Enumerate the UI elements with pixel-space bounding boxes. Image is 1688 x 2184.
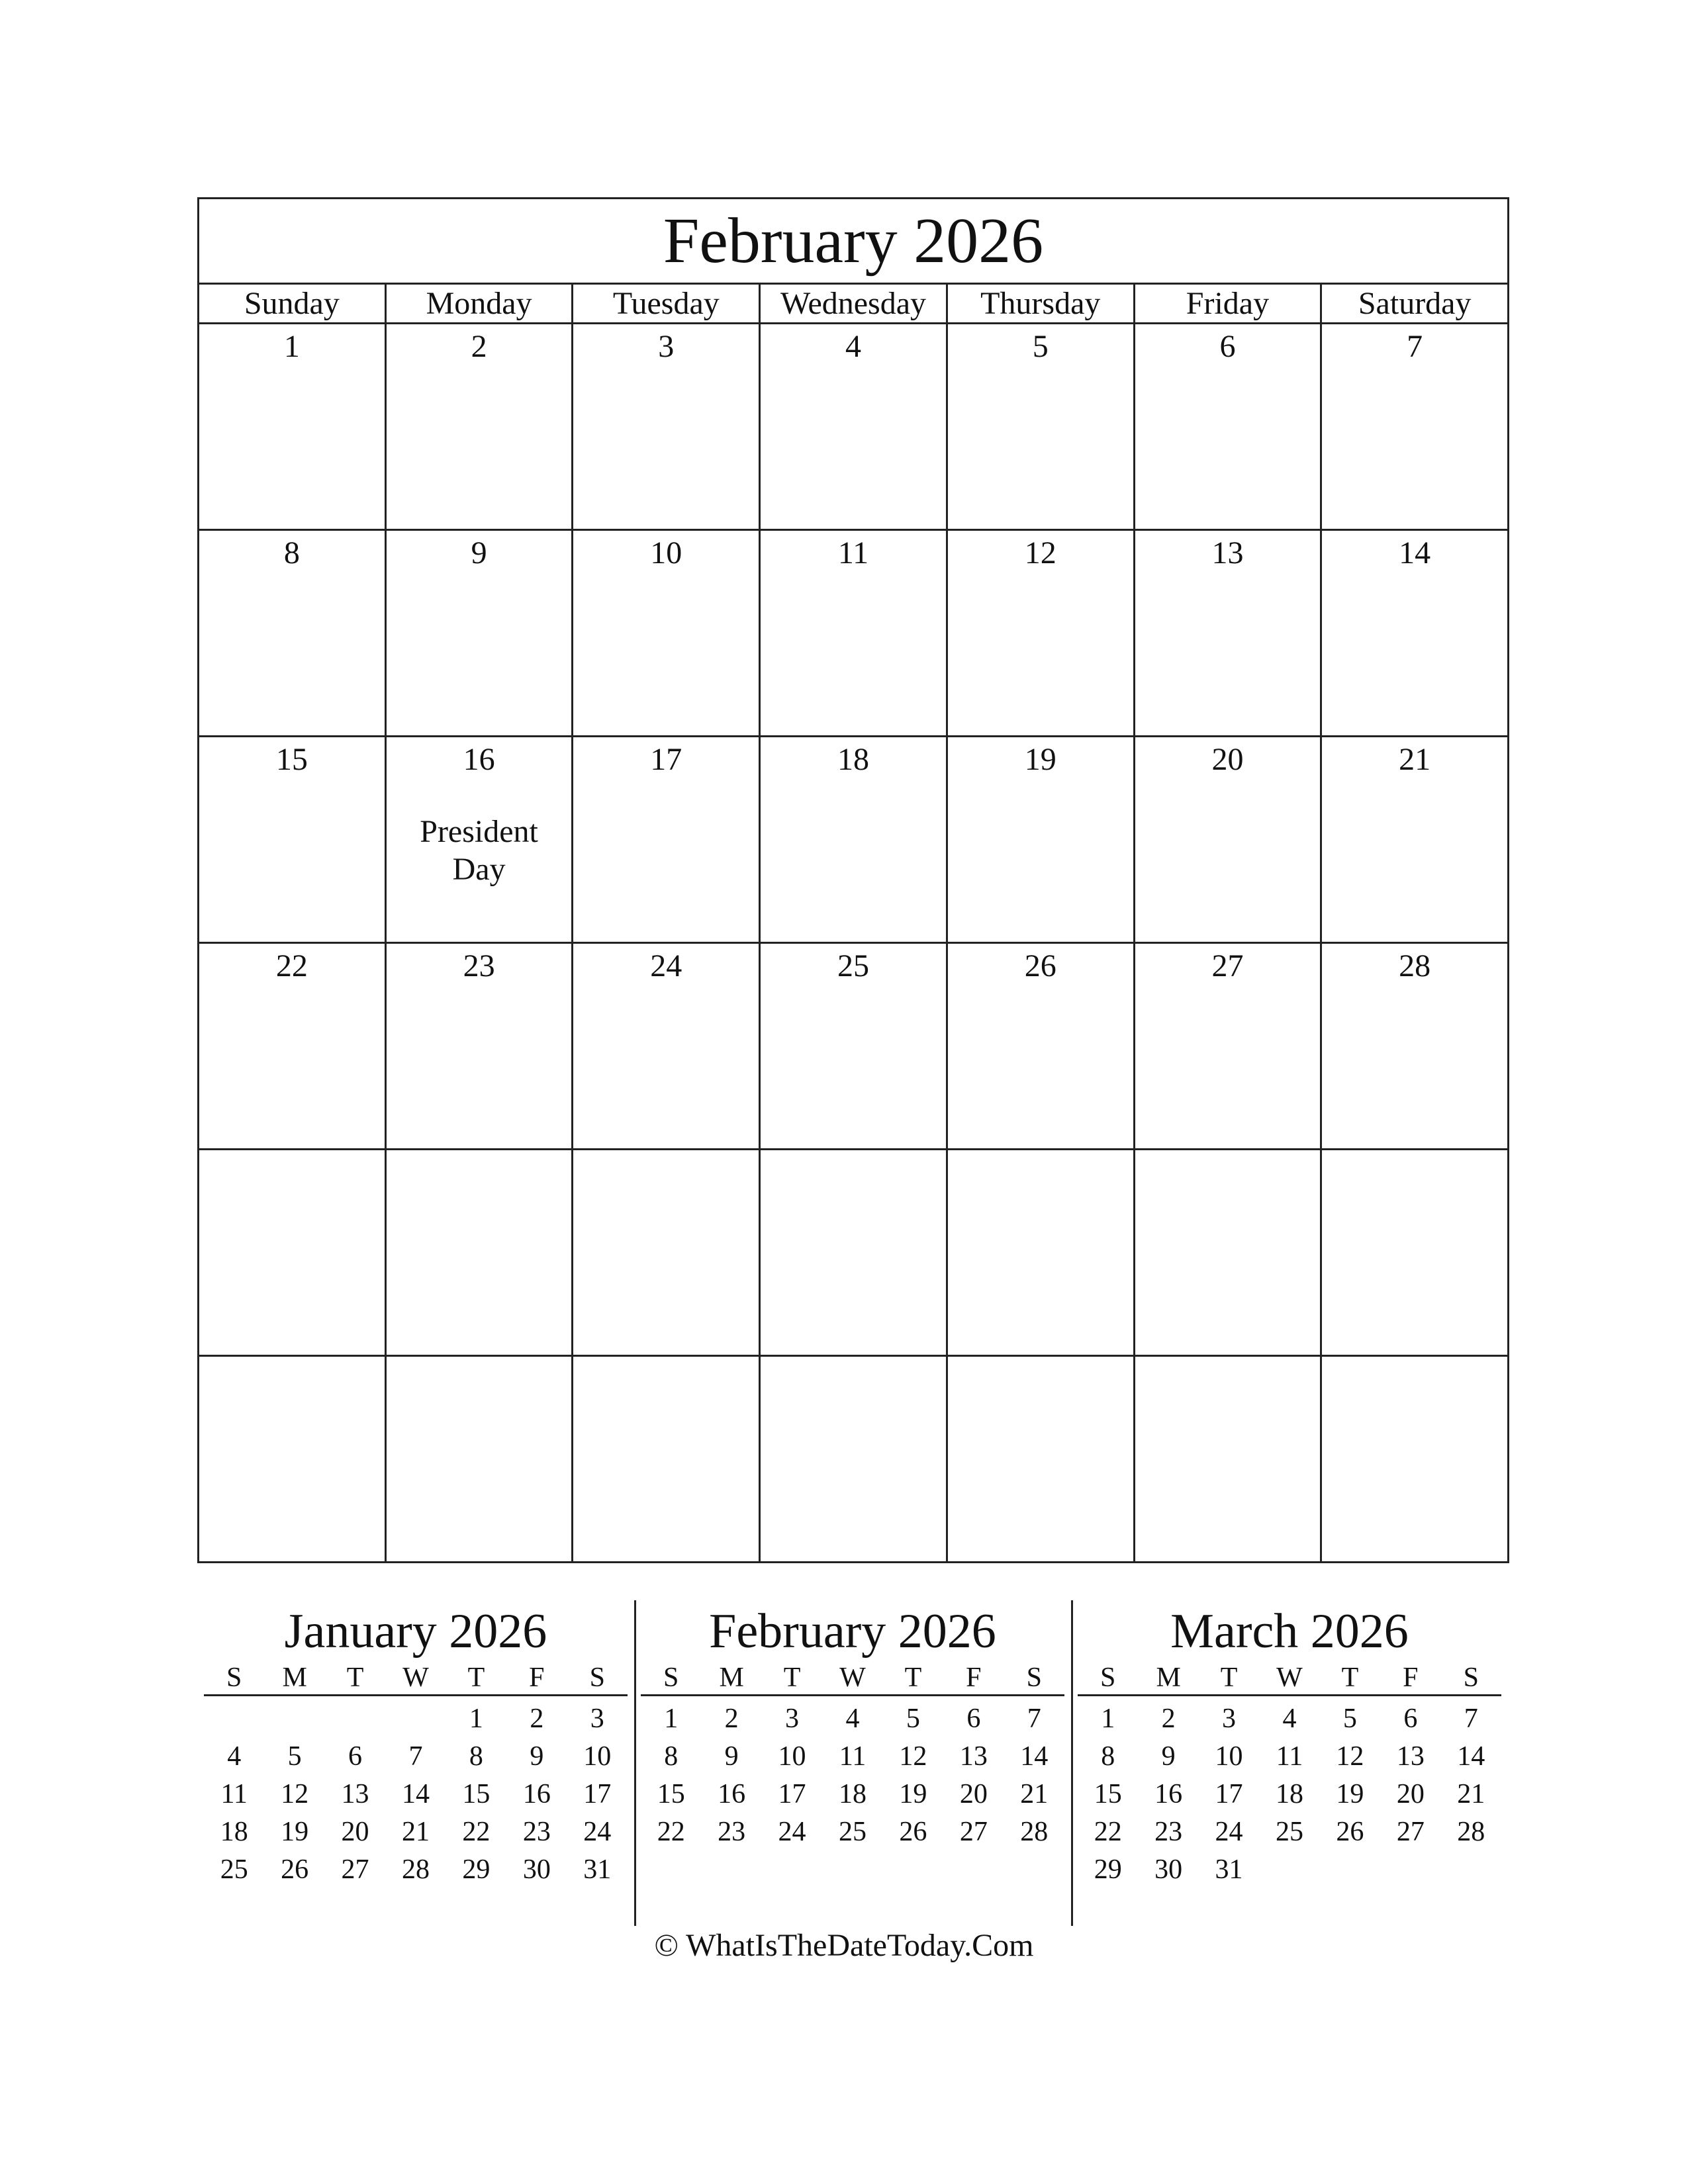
mini-weekday: S: [1100, 1662, 1116, 1693]
calendar-weeks: [199, 324, 1507, 1563]
holiday-label-line: President: [420, 814, 538, 849]
day-number: 11: [837, 535, 869, 570]
day-cell: [573, 944, 761, 1148]
day-cell: [199, 944, 387, 1148]
mini-weekday: W: [1276, 1662, 1303, 1693]
mini-day: 19: [281, 1817, 309, 1847]
day-number: 17: [650, 742, 682, 777]
day-cell-empty: [387, 1150, 574, 1355]
day-number: 23: [463, 948, 495, 983]
mini-day: 11: [1276, 1741, 1303, 1772]
mini-weekday: T: [904, 1662, 922, 1693]
main-calendar: [197, 197, 1509, 1563]
mini-day: 22: [1094, 1817, 1122, 1847]
mini-day: 5: [906, 1704, 920, 1734]
day-cell: [387, 531, 574, 735]
mini-day: 4: [1282, 1704, 1297, 1734]
week-row: [199, 1357, 1507, 1563]
day-cell: [1135, 324, 1323, 529]
mini-weekday: T: [467, 1662, 485, 1693]
day-cell: [387, 944, 574, 1148]
day-cell: [948, 737, 1135, 942]
mini-day: 12: [899, 1741, 927, 1772]
mini-day: 28: [1020, 1817, 1049, 1847]
mini-day: 21: [1020, 1779, 1049, 1809]
day-number: 3: [658, 329, 675, 364]
mini-day: 15: [462, 1779, 491, 1809]
day-cell: [199, 324, 387, 529]
mini-day: 7: [1464, 1704, 1478, 1734]
mini-calendar-january: [204, 1602, 628, 1889]
mini-day: [1441, 1851, 1501, 1889]
mini-day: 2: [724, 1704, 739, 1734]
mini-week-row: [1078, 1813, 1501, 1851]
mini-day: 23: [718, 1817, 746, 1847]
day-cell-empty: [573, 1357, 761, 1563]
mini-weekday: F: [1403, 1662, 1419, 1693]
mini-day: 23: [522, 1817, 551, 1847]
day-cell-empty: [199, 1150, 387, 1355]
day-number: 9: [471, 535, 487, 570]
mini-day: 8: [469, 1741, 483, 1772]
day-number: 16: [463, 742, 495, 777]
mini-day: 5: [1342, 1704, 1357, 1734]
day-cell-empty: [1135, 1357, 1323, 1563]
day-number: 13: [1211, 535, 1244, 570]
mini-weekday: S: [226, 1662, 242, 1693]
mini-weekday: T: [1220, 1662, 1238, 1693]
day-number: 8: [283, 535, 300, 570]
day-cell: [761, 737, 948, 942]
day-cell: [761, 531, 948, 735]
mini-week-row: [641, 1738, 1064, 1776]
mini-day: 27: [1396, 1817, 1425, 1847]
mini-day: 29: [1094, 1854, 1122, 1885]
mini-week-row: [641, 1776, 1064, 1813]
mini-day: 4: [845, 1704, 860, 1734]
mini-day: 22: [462, 1817, 491, 1847]
mini-weekday: M: [719, 1662, 744, 1693]
mini-day: 31: [583, 1854, 612, 1885]
weekday-saturday: Saturday: [1358, 286, 1472, 321]
mini-weekday-header: [204, 1661, 628, 1696]
mini-day: 5: [287, 1741, 302, 1772]
mini-day: 21: [401, 1817, 430, 1847]
day-cell: [573, 324, 761, 529]
day-number: 22: [275, 948, 308, 983]
mini-day: 20: [959, 1779, 988, 1809]
mini-day: 24: [778, 1817, 806, 1847]
weekday-wednesday: Wednesday: [761, 285, 948, 322]
mini-weekday: T: [1341, 1662, 1359, 1693]
day-number: 10: [650, 535, 682, 570]
mini-day: 30: [522, 1854, 551, 1885]
mini-day: 28: [1457, 1817, 1485, 1847]
day-cell: [761, 324, 948, 529]
mini-calendar-title: January 2026: [284, 1604, 547, 1659]
day-number: 2: [471, 329, 487, 364]
day-number: 27: [1211, 948, 1244, 983]
mini-day: 24: [583, 1817, 612, 1847]
mini-day: 12: [281, 1779, 309, 1809]
copyright-footer: © WhatIsTheDateToday.Com: [654, 1928, 1034, 1963]
mini-day: 3: [785, 1704, 800, 1734]
day-cell: [948, 944, 1135, 1148]
mini-day: 4: [227, 1741, 242, 1772]
weekday-tuesday: Tuesday: [573, 285, 761, 322]
mini-day: 10: [583, 1741, 612, 1772]
weekday-friday: Friday: [1135, 285, 1323, 322]
day-cell: [1135, 737, 1323, 942]
mini-day: 29: [462, 1854, 491, 1885]
day-cell: [1322, 324, 1507, 529]
mini-day: 25: [838, 1817, 867, 1847]
weekday-thursday: Thursday: [948, 285, 1135, 322]
mini-day: 27: [959, 1817, 988, 1847]
day-cell: [387, 324, 574, 529]
day-number: 6: [1219, 329, 1236, 364]
mini-day: 16: [718, 1779, 746, 1809]
mini-day: 14: [1457, 1741, 1485, 1772]
day-cell: [1322, 944, 1507, 1148]
mini-day: [1320, 1851, 1380, 1889]
day-cell: [199, 737, 387, 942]
day-number: 4: [845, 329, 862, 364]
mini-calendar-body: [1078, 1696, 1501, 1889]
mini-day: 1: [1101, 1704, 1115, 1734]
day-number: 5: [1032, 329, 1049, 364]
weekday-sunday: Sunday: [199, 285, 387, 322]
mini-weekday: F: [529, 1662, 545, 1693]
mini-weekday: S: [589, 1662, 605, 1693]
mini-day: 13: [959, 1741, 988, 1772]
day-cell: [761, 944, 948, 1148]
mini-day: 26: [281, 1854, 309, 1885]
mini-day: 30: [1154, 1854, 1183, 1885]
mini-day: 8: [664, 1741, 679, 1772]
weekday-header-row: [199, 285, 1507, 324]
mini-day: 9: [724, 1741, 739, 1772]
mini-day: 15: [657, 1779, 685, 1809]
day-cell: [573, 737, 761, 942]
mini-day: 14: [401, 1779, 430, 1809]
mini-day: 10: [1215, 1741, 1243, 1772]
mini-day: 18: [1275, 1779, 1303, 1809]
mini-weekday: M: [282, 1662, 307, 1693]
mini-weekday-header: [1078, 1661, 1501, 1696]
mini-day: 11: [220, 1779, 248, 1809]
mini-calendar-march: [1078, 1602, 1501, 1889]
mini-day: 21: [1457, 1779, 1485, 1809]
mini-weekday: S: [663, 1662, 679, 1693]
day-cell-holiday: [387, 737, 574, 942]
day-cell: [199, 531, 387, 735]
mini-day: 7: [408, 1741, 423, 1772]
mini-calendar-divider: [1071, 1600, 1073, 1926]
mini-day: 25: [220, 1854, 248, 1885]
mini-day: 14: [1020, 1741, 1049, 1772]
day-cell-empty: [1135, 1150, 1323, 1355]
week-row: [199, 1150, 1507, 1357]
mini-day: [1380, 1851, 1440, 1889]
day-number: 1: [283, 329, 300, 364]
mini-day: 1: [469, 1704, 483, 1734]
mini-day: 17: [1215, 1779, 1243, 1809]
mini-day: [204, 1700, 264, 1738]
mini-day: 3: [1222, 1704, 1237, 1734]
day-number: 26: [1024, 948, 1056, 983]
mini-weekday: S: [1026, 1662, 1042, 1693]
day-number: 21: [1399, 742, 1431, 777]
mini-week-row: [1078, 1738, 1501, 1776]
mini-day: 19: [899, 1779, 927, 1809]
mini-day: 26: [899, 1817, 927, 1847]
mini-day: 20: [341, 1817, 369, 1847]
day-cell: [948, 531, 1135, 735]
day-cell: [1135, 944, 1323, 1148]
mini-week-row: [204, 1813, 628, 1851]
mini-week-row: [1078, 1776, 1501, 1813]
mini-week-row: [204, 1776, 628, 1813]
mini-day: 31: [1215, 1854, 1243, 1885]
day-cell-empty: [387, 1357, 574, 1563]
mini-weekday: W: [402, 1662, 429, 1693]
mini-week-row: [204, 1738, 628, 1776]
day-cell-empty: [761, 1150, 948, 1355]
mini-day: [385, 1700, 445, 1738]
mini-day: 20: [1396, 1779, 1425, 1809]
mini-day: 18: [220, 1817, 248, 1847]
mini-calendar-title: March 2026: [1170, 1604, 1409, 1659]
mini-calendar-title: February 2026: [709, 1604, 996, 1659]
mini-day: 6: [966, 1704, 981, 1734]
mini-day: 16: [1154, 1779, 1183, 1809]
mini-day: 13: [341, 1779, 369, 1809]
day-number: 25: [837, 948, 870, 983]
week-row: [199, 531, 1507, 737]
mini-day: 17: [778, 1779, 806, 1809]
mini-week-row: [204, 1851, 628, 1889]
mini-day: 9: [1161, 1741, 1176, 1772]
mini-weekday: M: [1156, 1662, 1181, 1693]
day-cell: [1135, 531, 1323, 735]
day-cell: [1322, 737, 1507, 942]
day-number: 19: [1024, 742, 1056, 777]
mini-day: 17: [583, 1779, 612, 1809]
mini-day: 18: [838, 1779, 867, 1809]
mini-day: 6: [1403, 1704, 1418, 1734]
day-cell-empty: [1322, 1150, 1507, 1355]
day-cell-empty: [199, 1357, 387, 1563]
day-cell-empty: [948, 1150, 1135, 1355]
mini-day: 8: [1101, 1741, 1115, 1772]
day-cell-empty: [948, 1357, 1135, 1563]
mini-day: 24: [1215, 1817, 1243, 1847]
mini-day: 9: [530, 1741, 544, 1772]
mini-day: 22: [657, 1817, 685, 1847]
mini-day: 7: [1027, 1704, 1041, 1734]
mini-calendar-divider: [634, 1600, 636, 1926]
day-cell: [1322, 531, 1507, 735]
mini-day: 1: [664, 1704, 679, 1734]
holiday-label-line: Day: [452, 852, 506, 887]
mini-weekday: T: [346, 1662, 364, 1693]
week-row: [199, 324, 1507, 531]
weekday-monday: Monday: [387, 285, 574, 322]
mini-day: 15: [1094, 1779, 1122, 1809]
week-row: [199, 737, 1507, 944]
mini-weekday: T: [783, 1662, 801, 1693]
mini-day: 3: [590, 1704, 604, 1734]
mini-day: 26: [1336, 1817, 1364, 1847]
day-cell: [948, 324, 1135, 529]
mini-day: 6: [348, 1741, 363, 1772]
week-row: [199, 944, 1507, 1150]
main-calendar-title: February 2026: [199, 199, 1507, 285]
day-cell-empty: [761, 1357, 948, 1563]
day-cell-empty: [1322, 1357, 1507, 1563]
mini-day: 19: [1336, 1779, 1364, 1809]
mini-day: 13: [1396, 1741, 1425, 1772]
day-number: 28: [1399, 948, 1431, 983]
day-number: 18: [837, 742, 870, 777]
mini-day: 12: [1336, 1741, 1364, 1772]
day-number: 24: [650, 948, 682, 983]
day-number: 15: [275, 742, 308, 777]
day-number: 12: [1024, 535, 1056, 570]
mini-day: 11: [839, 1741, 867, 1772]
mini-weekday: F: [966, 1662, 982, 1693]
mini-week-row: [641, 1813, 1064, 1851]
day-number: 20: [1211, 742, 1244, 777]
mini-weekday: W: [839, 1662, 866, 1693]
mini-week-row: [1078, 1851, 1501, 1889]
mini-day: 10: [778, 1741, 806, 1772]
mini-day: 2: [530, 1704, 544, 1734]
mini-weekday: S: [1463, 1662, 1479, 1693]
mini-calendar-body: [204, 1696, 628, 1889]
mini-day: 2: [1161, 1704, 1176, 1734]
mini-day: 28: [401, 1854, 430, 1885]
mini-week-row: [641, 1700, 1064, 1738]
mini-day: 27: [341, 1854, 369, 1885]
mini-calendar-february: [641, 1602, 1064, 1851]
mini-day: [1259, 1851, 1319, 1889]
mini-weekday-header: [641, 1661, 1064, 1696]
day-cell: [573, 531, 761, 735]
mini-week-row: [204, 1700, 628, 1738]
mini-day: [325, 1700, 385, 1738]
mini-day: 25: [1275, 1817, 1303, 1847]
mini-day: 16: [522, 1779, 551, 1809]
day-cell-empty: [573, 1150, 761, 1355]
day-number: 14: [1399, 535, 1431, 570]
mini-day: 23: [1154, 1817, 1183, 1847]
holiday-label: [387, 813, 572, 888]
day-number: 7: [1407, 329, 1423, 364]
mini-calendar-body: [641, 1696, 1064, 1851]
mini-week-row: [1078, 1700, 1501, 1738]
mini-day: [264, 1700, 324, 1738]
